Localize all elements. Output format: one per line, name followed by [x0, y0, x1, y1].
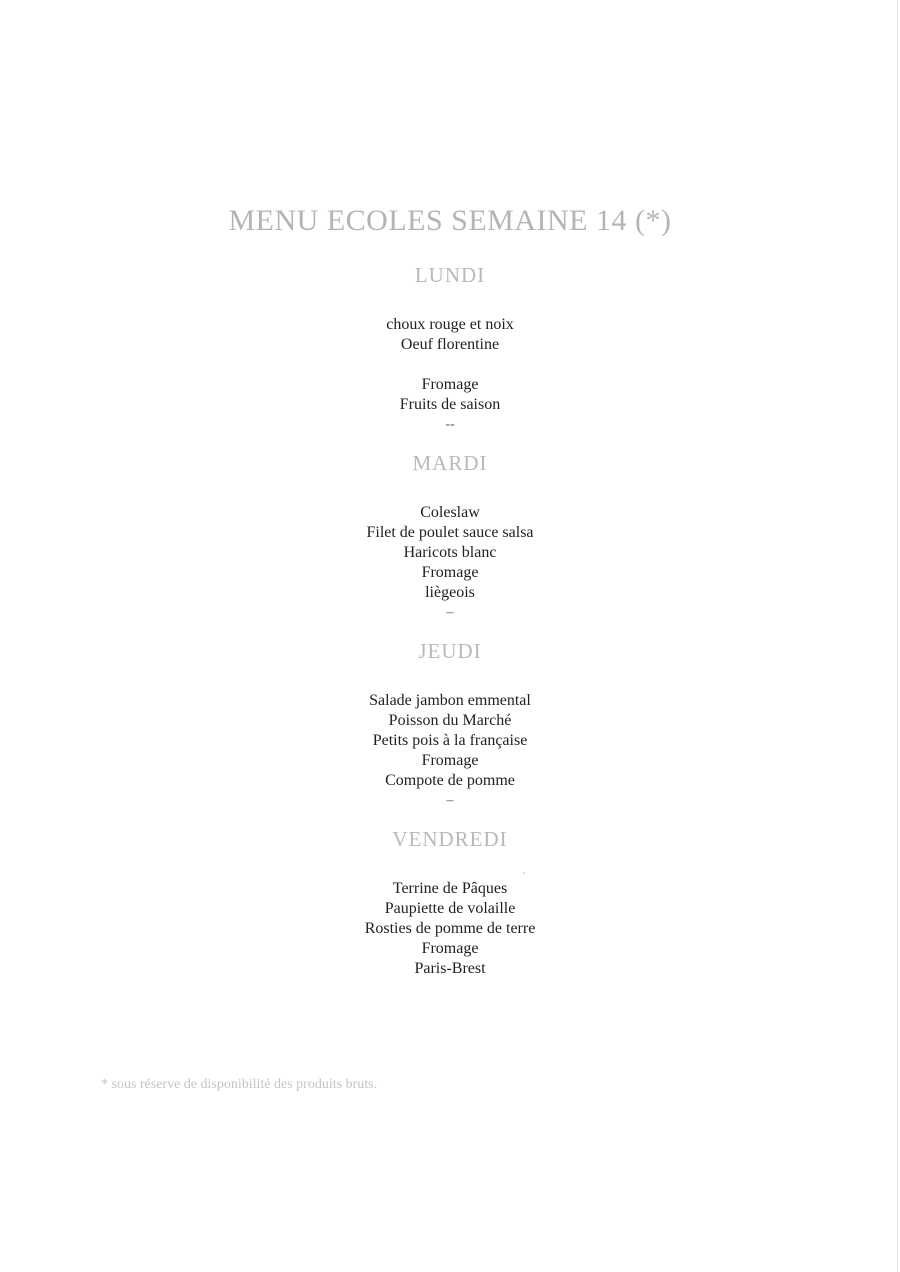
day-title: JEUDI: [418, 639, 482, 663]
dish: Fruits de saison: [399, 396, 501, 413]
dish: Paupiette de volaille: [384, 900, 516, 917]
dish: Fromage: [421, 376, 479, 393]
dish: Compote de pomme: [385, 772, 515, 789]
dish: Haricots blanc: [403, 544, 497, 561]
separator: –: [446, 605, 454, 620]
separator: –: [446, 793, 454, 808]
separator: --: [445, 417, 455, 432]
dish: Paris-Brest: [414, 960, 486, 977]
dish: Petits pois à la française: [372, 732, 528, 749]
dish: Rosties de pomme de terre: [364, 920, 536, 937]
day-section-mardi: [0, 449, 900, 623]
dish: Terrine de Pâques: [392, 880, 508, 897]
dish: Fromage: [421, 564, 479, 581]
dish: Filet de poulet sauce salsa: [366, 524, 534, 541]
day-section-lundi: [0, 261, 900, 435]
dish: Fromage: [421, 752, 479, 769]
day-section-jeudi: [0, 637, 900, 811]
day-title: LUNDI: [414, 263, 486, 287]
dish: liègeois: [425, 584, 475, 601]
day-title: MARDI: [412, 451, 488, 475]
page-title: MENU ECOLES SEMAINE 14 (*): [228, 204, 672, 237]
page-edge: [897, 0, 898, 1272]
dish: Oeuf florentine: [400, 336, 500, 353]
day-title: VENDREDI: [392, 827, 508, 851]
dish: Coleslaw: [420, 504, 480, 521]
day-section-vendredi: [0, 825, 900, 979]
dish: Poisson du Marché: [388, 712, 512, 729]
dish: Fromage: [421, 940, 479, 957]
footnote: * sous réserve de disponibilité des produits bruts.: [101, 1077, 378, 1092]
scan-speck: [523, 872, 525, 874]
dish: Salade jambon emmental: [369, 692, 531, 709]
dish: choux rouge et noix: [386, 316, 514, 333]
